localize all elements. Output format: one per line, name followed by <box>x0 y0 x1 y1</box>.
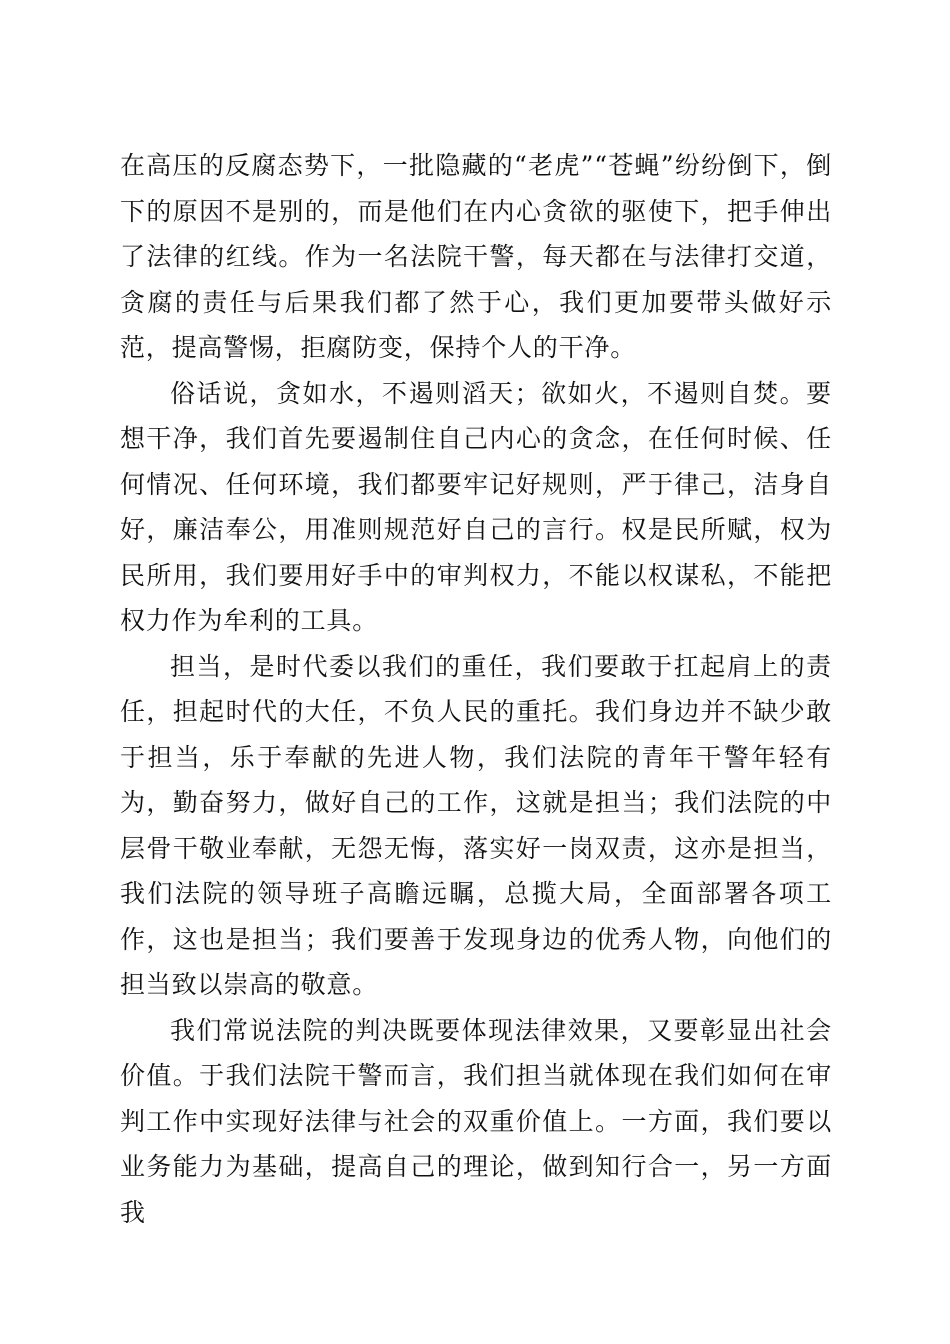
paragraph-2: 俗话说，贪如水，不遏则滔天；欲如火，不遏则自焚。要想干净，我们首先要遏制住自己内心的贪念，在任何时候、任何情况、任何环境，我们都要牢记好规则，严于律己，洁身自好，廉洁奉公，用准则规范好自己的言行。权是民所赋，权为民所用，我们要用好手中的审判权力，不能以权谋私，不能把权力作为牟利的工具。 <box>120 378 832 635</box>
paragraph-4: 我们常说法院的判决既要体现法律效果，又要彰显出社会价值。于我们法院干警而言，我们担当就体现在我们如何在审判工作中实现好法律与社会的双重价值上。一方面，我们要以业务能力为基础，提高自己的理论，做到知行合一，另一方面我 <box>120 1015 832 1227</box>
paragraph-1: 在高压的反腐态势下，一批隐藏的“老虎”“苍蝇”纷纷倒下，倒下的原因不是别的，而是他们在内心贪欲的驱使下，把手伸出了法律的红线。作为一名法院干警，每天都在与法律打交道，贪腐的责任与后果我们都了然于心，我们更加要带头做好示范，提高警惕，拒腐防变，保持个人的干净。 <box>120 151 832 362</box>
paragraph-3: 担当，是时代委以我们的重任，我们要敢于扛起肩上的责任，担起时代的大任，不负人民的重托。我们身边并不缺少敢于担当，乐于奉献的先进人物，我们法院的青年干警年轻有为，勤奋努力，做好自己的工作，这就是担当；我们法院的中层骨干敬业奉献，无怨无悔，落实好一岗双责，这亦是担当，我们法院的领导班子高瞻远瞩，总揽大局，全面部署各项工作，这也是担当；我们要善于发现身边的优秀人物，向他们的担当致以崇高的敬意。 <box>120 651 832 999</box>
document-body <box>120 143 832 1235</box>
